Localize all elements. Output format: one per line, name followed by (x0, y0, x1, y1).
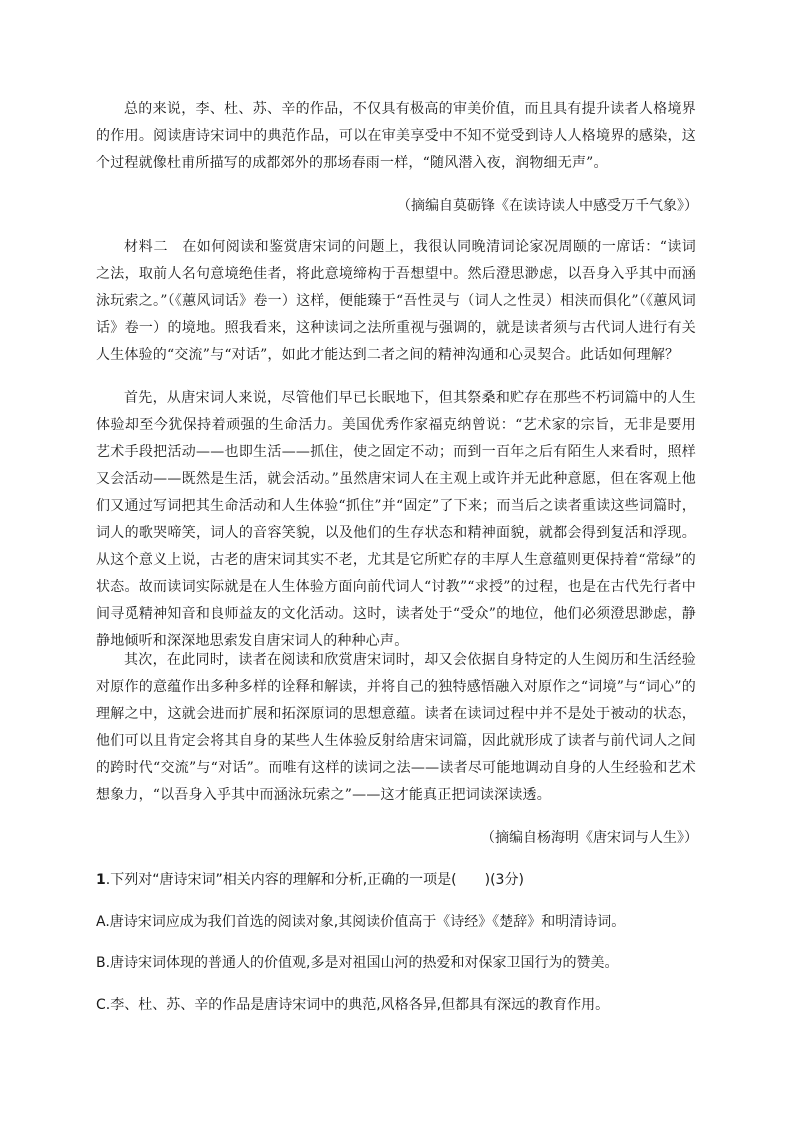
question-stem-text: .下列对“唐诗宋词”相关内容的理解和分析,正确的一项是( )(3分) (105, 872, 524, 888)
question-number: 1 (96, 872, 106, 888)
answer-option-a[interactable]: A.唐诗宋词应成为我们首选的阅读对象,其阅读价值高于《诗经》《楚辞》和明清诗词。 (96, 914, 626, 930)
source-citation-2: （摘编自杨海明《唐宋词与人生》） (481, 830, 698, 846)
material-label: 材料二 (124, 239, 169, 255)
passage-paragraph-1: 总的来说，李、杜、苏、辛的作品，不仅具有极高的审美价值，而且具有提升读者人格境界的作用。阅读唐诗宋词中的典范作品，可以在审美享受中不知不觉受到诗人人格境界的感染，这个过程就像杜甫所描写的成都郊外的那场春雨一样，“随风潜入夜，润物细无声”。 (96, 101, 696, 171)
passage-paragraph-4: 其次，在此同时，读者在阅读和欣赏唐宋词时，却又会依据自身特定的人生阅历和生活经验对原作的意蕴作出多种多样的诠释和解读，并将自己的独特感悟融入对原作之“词境”与“词心”的理解之中，这就会进而扩展和拓深原词的思想意蕴。读者在读词过程中并不是处于被动的状态，他们可以且肯定会将其自身的某些人生体验反射给唐宋词篇，因此就形成了读者与前代词人之间的跨时代“交流”与“对话”。而唯有这样的读词之法——读者尽可能地调动自身的人生经验和艺术想象力，“以吾身入乎其中而涵泳玩索之”——这才能真正把词读深读透。 (96, 652, 696, 803)
passage-paragraph-3: 首先，从唐宋词人来说，尽管他们早已长眠地下，但其祭桑和贮存在那些不朽词篇中的人生体验却至今犹保持着顽强的生命活力。美国优秀作家福克纳曾说：“艺术家的宗旨，无非是要用艺术手段把活动——也即生活——抓住，使之固定不动；而到一百年之后有陌生人来看时，照样又会活动——既然是生活，就会活动。”虽然唐宋词人在主观上或许并无此种意愿，但在客观上他们又通过写词把其生命活动和人生体验“抓住”并“固定”了下来；而当后之读者重读这些词篇时，词人的歌哭啼笑，词人的音容笑貌，以及他们的生存状态和精神面貌，就都会得到复活和浮现。从这个意义上说，古老的唐宋词其实不老，尤其是它所贮存的丰厚人生意蕴则更保持着“常绿”的状态。故而读词实际就是在人生体验方面向前代词人“讨教”“求授”的过程，也是在古代先行者中间寻觅精神知音和良师益友的文化活动。这时，读者处于“受众”的地位，他们必须澄思渺虑，静静地倾听和深深地思索发自唐宋词人的种种心声。 (96, 390, 696, 649)
source-citation-1: （摘编自莫砺锋《在读诗读人中感受万千气象》） (397, 198, 698, 214)
answer-option-b[interactable]: B.唐诗宋词体现的普通人的价值观,多是对祖国山河的热爱和对保家卫国行为的赞美。 (96, 955, 619, 971)
passage-paragraph-2 (96, 234, 696, 369)
passage-paragraph-2-text: 在如何阅读和鉴赏唐宋词的问题上，我很认同晚清词论家况周颐的一席话：“读词之法，取前人名句意境绝佳者，将此意境缔构于吾想望中。然后澄思渺虑，以吾身入乎其中而涵泳玩索之。”（《蕙风词话》卷一）这样，便能臻于“吾性灵与（词人之性灵）相浃而俱化”（《蕙风词话》卷一）的境地。照我看来，这种读词之法所重视与强调的，就是读者须与古代词人进行有关人生体验的“交流”与“对话”，如此才能达到二者之间的精神沟通和心灵契合。此话如何理解？ (96, 239, 697, 363)
question-stem (96, 869, 706, 891)
answer-option-c[interactable]: C.李、杜、苏、辛的作品是唐诗宋词中的典范,风格各异,但都具有深远的教育作用。 (96, 997, 610, 1013)
